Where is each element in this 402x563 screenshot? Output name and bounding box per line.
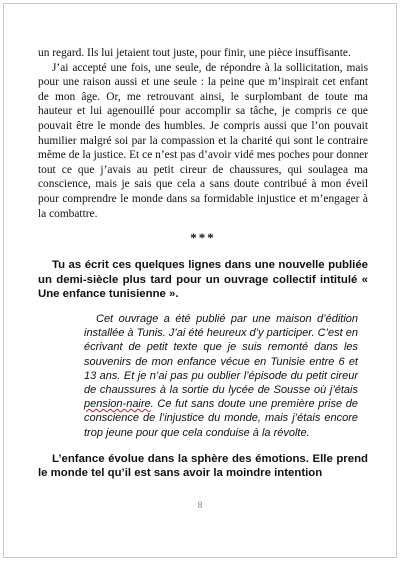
section-separator: *** [190, 230, 216, 246]
quote-text-start: Cet ouvrage a été publié par une maison d’édition installée à Tunis. J’ai été heureux d’y participer. C’est en écrivant de petit texte que je suis remonté dans les souvenirs de mon enfance vécue en Tunisie entre 6 et 13 ans. Et je n’ai pas pu oublier l’épisode du petit cireur de chaussures à la sortie du lycée de Sousse où j’étais [84, 312, 358, 396]
paragraph-shoeshine: J’ai accepté une fois, une seule, de répondre à la sollicitation, mais pour une raison aussi et une seule : la peine que m’inspirait cet enfant de mon âge. Or, me retrouvant ainsi, le surplombant de toute ma hauteur et lui agenouillé pour accomplir sa tâche, je compris ce que pouvait être le monde des humbles. Je compris aussi que l’on pouvait humilier malgré soi par la compassion et la charité qui sont le contraire même de la justice. Et ce n’est pas d’avoir vidé mes poches pour donner tout ce que j’avais au petit cireur de chaussures, qui soulagea ma conscience, mais je sais que cela a sans doute contribué à mon éveil pour comprendre le monde dans sa formidable injustice et m’engager à la combattre. [38, 61, 368, 220]
page-number: 8 [197, 500, 203, 510]
interview-question: Tu as écrit ces quelques lignes dans une nouvelle publiée un demi-siècle plus tard pour un ouvrage collectif intitulé « Une enfance tunisienne ». [38, 259, 368, 301]
spellcheck-flagged-word[interactable]: pension-naire [84, 398, 151, 411]
interview-question-2: L’enfance évolue dans la sphère des émotions. Elle prend le monde tel qu’il est sans avoir la moindre intention [38, 452, 368, 480]
document-page [3, 3, 397, 558]
answer-quote [84, 312, 358, 440]
quote-text-end: . Ce fut sans doute une première prise de conscience de l’injustice du monde, mais j’étais encore trop jeune pour que cela conduise à la révolte. [84, 398, 358, 439]
paragraph-continuation: un regard. Ils lui jetaient tout juste, pour finir, une pièce insuffisante. [38, 47, 351, 59]
page-content [38, 46, 368, 481]
